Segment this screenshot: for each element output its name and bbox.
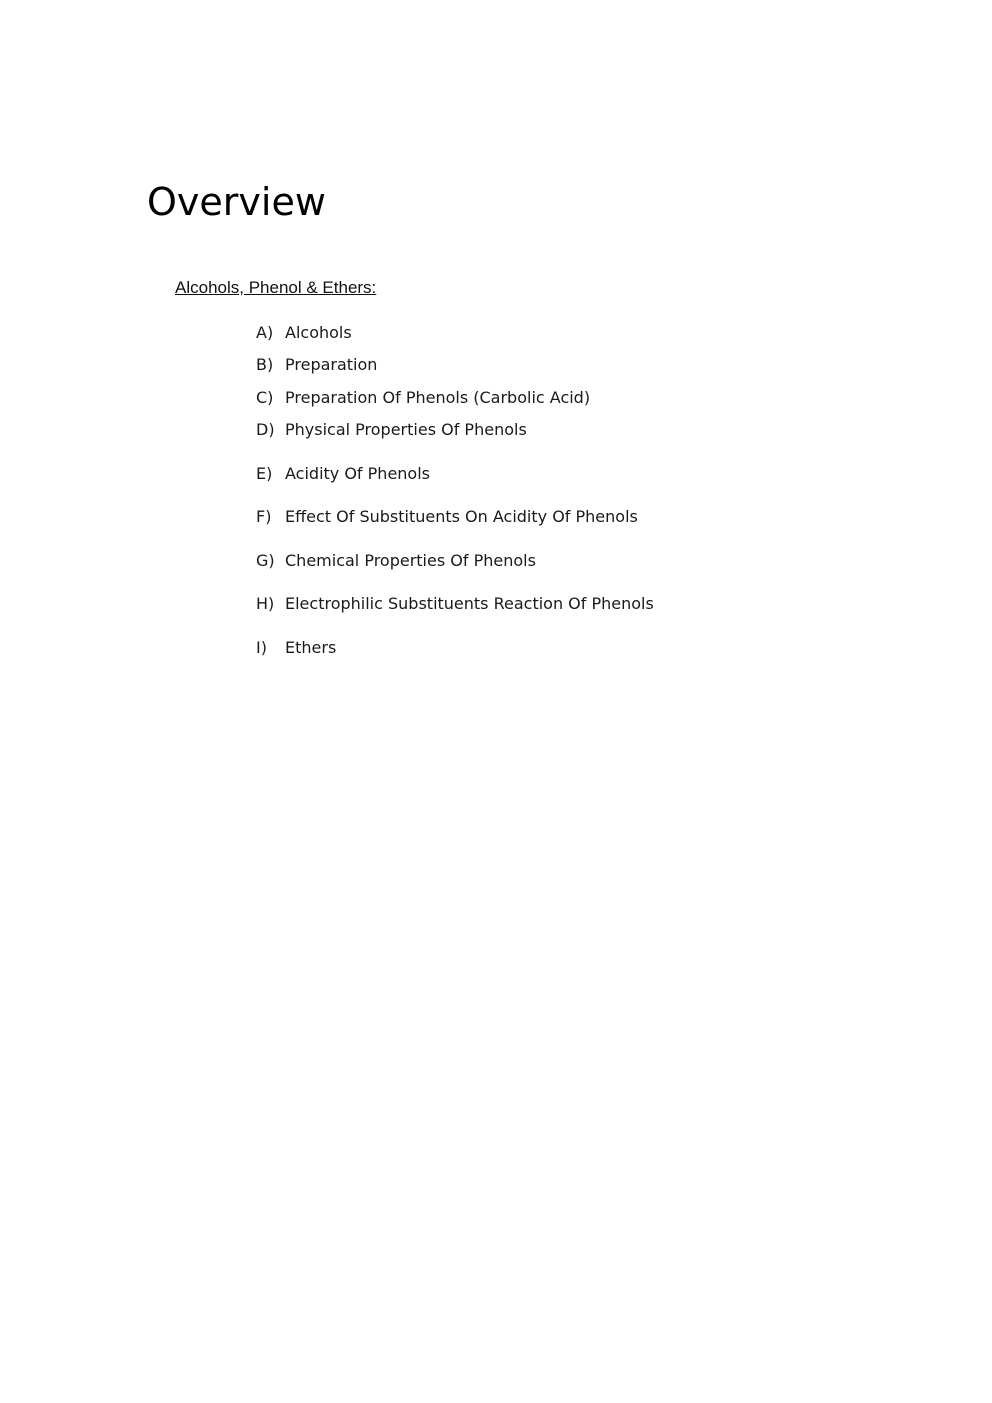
- toc-item-label: Acidity Of Phenols: [285, 464, 430, 483]
- toc-item-marker: G): [256, 551, 275, 570]
- toc-item-marker: D): [256, 420, 275, 439]
- toc-item-label: Alcohols: [285, 323, 352, 342]
- toc-item-label: Electrophilic Substituents Reaction Of Phenols: [285, 594, 654, 613]
- section-heading: Alcohols, Phenol & Ethers:: [175, 278, 377, 297]
- toc-item-label: Effect Of Substituents On Acidity Of Phenols: [285, 507, 638, 526]
- toc-item-label: Preparation: [285, 355, 378, 374]
- toc-item-label: Physical Properties Of Phenols: [285, 420, 527, 439]
- toc-item-alcohols: [256, 321, 856, 345]
- toc-item-marker: C): [256, 388, 274, 407]
- toc-item-preparation: [256, 353, 856, 377]
- toc-item-label: Preparation Of Phenols (Carbolic Acid): [285, 388, 591, 407]
- toc-item-chemical-properties: [256, 549, 856, 573]
- toc-item-label: Chemical Properties Of Phenols: [285, 551, 536, 570]
- toc-item-electrophilic-substituents: [256, 592, 856, 616]
- toc-item-acidity-of-phenols: [256, 462, 856, 486]
- toc-item-marker: B): [256, 355, 274, 374]
- toc-item-ethers: [256, 636, 856, 660]
- toc-item-label: Ethers: [285, 638, 337, 657]
- toc-item-marker: I): [256, 638, 267, 657]
- toc-item-marker: A): [256, 323, 274, 342]
- toc-item-marker: H): [256, 594, 275, 613]
- toc-item-preparation-of-phenols: [256, 386, 856, 410]
- toc-item-effect-of-substituents: [256, 505, 856, 529]
- page-title: Overview: [147, 180, 326, 224]
- toc-item-marker: E): [256, 464, 273, 483]
- toc-item-physical-properties: [256, 418, 856, 442]
- toc-item-marker: F): [256, 507, 272, 526]
